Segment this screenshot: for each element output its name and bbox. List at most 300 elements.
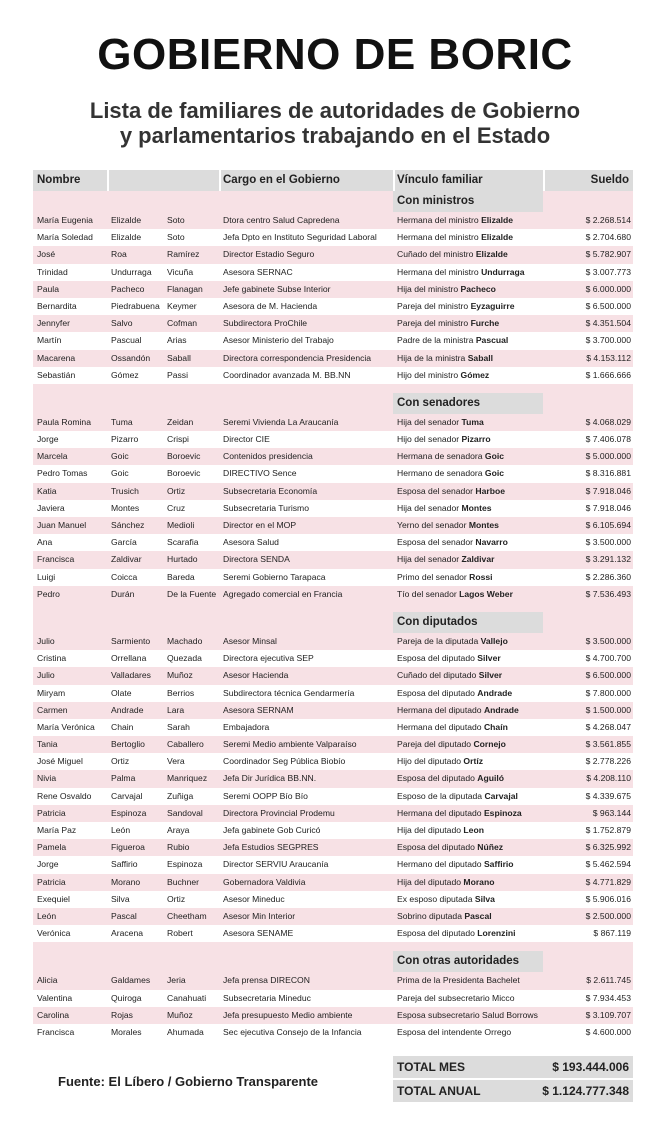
cell-surname-2: Ortiz (167, 485, 186, 496)
table-row (33, 298, 633, 315)
cell-sueldo: $ 5.782.907 (585, 249, 631, 260)
table-row (33, 719, 633, 736)
cell-surname-1: Morales (111, 1026, 142, 1037)
cell-cargo: Jefa Estudios SEGPRES (223, 842, 319, 853)
cell-cargo: Director en el MOP (223, 520, 297, 530)
cell-sueldo: $ 4.600.000 (585, 1026, 631, 1037)
cell-cargo: Gobernadora Valdivia (223, 876, 306, 887)
cell-surname-2: Sarah (167, 721, 190, 732)
cell-surname-1: Elizalde (111, 215, 142, 225)
cell-sueldo: $ 3.700.000 (585, 335, 631, 346)
vinculo-surname: Montes (468, 520, 499, 530)
table-row (33, 822, 633, 839)
vinculo-surname: Goic (484, 451, 505, 462)
vinculo-surname: Chaín (483, 721, 508, 732)
cell-surname-2: Bareda (167, 571, 195, 582)
cell-first-name: Pedro Tomas (37, 468, 88, 479)
subtitle-line-2: y parlamentarios trabajando en el Estado (119, 123, 551, 148)
cell-cargo: Seremi OOPP Bío Bío (223, 790, 308, 801)
cell-surname-2: Manriquez (167, 773, 208, 784)
cell-surname-1: Elizalde (111, 232, 142, 243)
cell-first-name: María Eugenia (37, 215, 93, 225)
cell-surname-1: Morano (111, 876, 141, 887)
cell-sueldo: $ 6.000.000 (585, 283, 631, 294)
cell-first-name: Trinidad (37, 266, 68, 277)
cell-cargo: Asesor Minsal (223, 635, 277, 646)
cell-surname-1: Orrellana (111, 653, 147, 664)
cell-surname-2: Ortiz (167, 893, 186, 904)
cell-cargo: Directora ejecutiva SEP (223, 653, 314, 664)
cell-sueldo: $ 5.906.016 (585, 893, 631, 904)
vinculo-surname: Elizalde (481, 215, 514, 225)
cell-sueldo: $ 1.752.879 (585, 825, 631, 835)
table-row (33, 586, 633, 603)
vinculo-surname: Pizarro (461, 434, 491, 445)
cell-cargo: Director CIE (223, 434, 270, 445)
header-sueldo: Sueldo (590, 174, 629, 186)
cell-surname-2: Boroevic (167, 468, 201, 479)
cell-surname-2: Medioli (167, 520, 195, 530)
cell-first-name: Julio (37, 670, 55, 681)
cell-first-name: Pedro (37, 588, 60, 599)
table-row (33, 770, 633, 787)
cell-first-name: Carolina (37, 1009, 70, 1020)
cell-first-name: Jorge (37, 434, 59, 445)
cell-sueldo: $ 7.918.046 (585, 485, 631, 496)
cell-surname-2: Flanagan (167, 283, 203, 294)
cell-surname-1: Sarmiento (111, 635, 151, 646)
cell-sueldo: $ 3.109.707 (585, 1009, 631, 1020)
vinculo-surname: Núñez (477, 842, 504, 853)
cell-cargo: Asesor Min Interior (223, 910, 296, 921)
cell-sueldo: $ 4.339.675 (585, 790, 631, 801)
vinculo-text: Esposa subsecretario Salud Borrows (397, 1009, 538, 1020)
vinculo-text: Hija del senador (397, 554, 462, 565)
cell-surname-2: Scarafia (167, 537, 199, 548)
cell-sueldo: $ 3.291.132 (585, 554, 631, 565)
table-row (33, 788, 633, 805)
cell-first-name: José (37, 249, 56, 260)
cell-sueldo: $ 4.700.700 (585, 653, 631, 664)
vinculo-text: Esposa del senador (397, 537, 476, 548)
vinculo-text: Hermana del diputado (397, 704, 484, 715)
cell-first-name: Sebastián (37, 369, 76, 380)
cell-surname-1: León (111, 825, 131, 835)
header-cargo: Cargo en el Gobierno (223, 174, 340, 186)
section-spacer (33, 942, 633, 951)
table-row (33, 534, 633, 551)
table-row (33, 1007, 633, 1024)
table-row (33, 350, 633, 367)
cell-sueldo: $ 3.007.773 (585, 266, 631, 277)
cell-cargo: Asesora de M. Hacienda (223, 300, 318, 311)
table-row (33, 839, 633, 856)
cell-sueldo: $ 7.536.493 (585, 588, 631, 599)
table-row (33, 685, 633, 702)
vinculo-surname: Pacheco (460, 283, 496, 294)
section-label: Con otras autoridades (393, 951, 543, 972)
vinculo-surname: Lagos Weber (459, 588, 513, 599)
vinculo-text: Hermana del ministro (397, 232, 482, 243)
vinculo-text: Hijo del senador (397, 434, 462, 445)
cell-surname-2: Rubio (167, 842, 190, 853)
cell-surname-2: Passi (167, 369, 189, 380)
cell-first-name: Cristina (37, 653, 67, 664)
cell-surname-2: Boroevic (167, 451, 201, 462)
cell-surname-2: Quezada (167, 653, 202, 664)
cell-surname-1: Figueroa (111, 842, 145, 853)
table-row (33, 246, 633, 263)
cell-cargo: Contenidos presidencia (223, 451, 313, 462)
cell-surname-2: Ramírez (167, 249, 200, 260)
cell-sueldo: $ 4.208.110 (586, 773, 631, 784)
cell-first-name: Bernardita (37, 300, 77, 311)
table-row (33, 925, 633, 942)
cell-surname-2: Muñoz (167, 670, 193, 681)
cell-cargo: Subsecretaria Economía (223, 485, 318, 496)
cell-first-name: Patricia (37, 807, 66, 818)
header-divider (219, 170, 221, 191)
cell-sueldo: $ 4.068.029 (585, 416, 631, 427)
cell-surname-2: Zuñiga (167, 790, 194, 801)
cell-first-name: Julio (37, 635, 55, 646)
cell-sueldo: $ 6.325.992 (585, 842, 631, 853)
cell-sueldo: $ 3.561.855 (585, 739, 631, 750)
cell-cargo: Asesor Mineduc (223, 893, 285, 904)
cell-cargo: Jefa Dir Jurídica BB.NN. (223, 773, 317, 784)
cell-surname-1: Galdames (111, 975, 151, 986)
header-divider (393, 170, 395, 191)
table-header (33, 170, 633, 191)
subtitle-line-1: Lista de familiares de autoridades de Gobierno (89, 98, 581, 123)
cell-first-name: Exequiel (37, 893, 70, 904)
vinculo-text: Hermano del diputado (397, 859, 484, 870)
cell-surname-1: Pacheco (111, 283, 145, 294)
cell-surname-1: García (111, 537, 137, 548)
vinculo-surname: Andrade (483, 704, 519, 715)
cell-cargo: Subsecretaria Turismo (223, 502, 309, 513)
vinculo-surname: Leon (463, 825, 484, 835)
vinculo-surname: Gómez (460, 369, 490, 380)
vinculo-text: Hija del senador (397, 502, 462, 513)
section-header (33, 393, 633, 414)
cell-first-name: Tania (37, 739, 58, 750)
vinculo-surname: Tuma (461, 416, 484, 427)
cell-sueldo: $ 7.406.078 (585, 434, 631, 445)
vinculo-text: Esposa del intendente Orrego (397, 1026, 512, 1037)
cell-surname-2: De la Fuente (167, 588, 217, 599)
vinculo-text: Esposa del diputado (397, 653, 478, 664)
cell-first-name: Jorge (37, 859, 59, 870)
table-row (33, 908, 633, 925)
cell-first-name: Javiera (37, 502, 65, 513)
table-row (33, 667, 633, 684)
cell-cargo: Subsecretaria Mineduc (223, 992, 311, 1003)
cell-first-name: Valentina (37, 992, 73, 1003)
table-row (33, 367, 633, 384)
cell-first-name: Paula Romina (37, 416, 91, 427)
vinculo-text: Hija del diputado (397, 825, 464, 835)
table-row (33, 281, 633, 298)
vinculo-text: Esposa del diputado (397, 687, 478, 698)
cell-surname-2: Muñoz (167, 1009, 193, 1020)
cell-cargo: Seremi Vivienda La Araucanía (223, 416, 339, 427)
vinculo-surname: Saball (467, 352, 494, 363)
total-annual-value: $ 1.124.777.348 (542, 1084, 629, 1098)
cell-surname-2: Cruz (167, 502, 186, 513)
cell-cargo: Asesora Salud (223, 537, 279, 548)
cell-surname-2: Keymer (167, 300, 197, 311)
vinculo-text: Hijo del diputado (397, 756, 464, 767)
cell-cargo: Asesora SENAME (223, 928, 294, 939)
cell-first-name: Patricia (37, 876, 66, 887)
cell-first-name: María Soledad (37, 232, 93, 243)
table-row (33, 891, 633, 908)
section-spacer (33, 603, 633, 612)
vinculo-text: Hermana del ministro (397, 215, 482, 225)
cell-surname-2: Soto (167, 232, 185, 243)
vinculo-surname: Cornejo (473, 739, 506, 750)
vinculo-text: Hermana del diputado (397, 807, 484, 818)
cell-first-name: Francisca (37, 1026, 75, 1037)
page-title: GOBIERNO DE BORIC (97, 30, 573, 79)
cell-surname-1: Quiroga (111, 992, 142, 1003)
vinculo-surname: Zaldivar (461, 554, 495, 565)
table-row (33, 229, 633, 246)
cell-first-name: Miryam (37, 687, 66, 698)
cell-surname-1: Durán (111, 588, 135, 599)
cell-sueldo: $ 3.500.000 (585, 537, 631, 548)
cell-surname-1: Pizarro (111, 434, 139, 445)
cell-surname-1: Trusich (111, 485, 139, 496)
vinculo-text: Cuñado del ministro (397, 249, 476, 260)
section-header (33, 191, 633, 212)
cell-sueldo: $ 5.000.000 (585, 451, 631, 462)
vinculo-text: Primo del senador (397, 571, 470, 582)
total-annual (393, 1080, 633, 1102)
cell-first-name: María Paz (37, 825, 77, 835)
table-row (33, 736, 633, 753)
cell-surname-1: Goic (111, 451, 129, 462)
table-row (33, 805, 633, 822)
cell-first-name: Jennyfer (37, 318, 70, 329)
cell-cargo: Asesor Ministerio del Trabajo (223, 335, 334, 346)
cell-surname-2: Vicuña (167, 266, 194, 277)
cell-sueldo: $ 6.500.000 (585, 300, 631, 311)
table-row (33, 448, 633, 465)
vinculo-text: Esposa del diputado (397, 928, 478, 939)
cell-surname-2: Espinoza (167, 859, 203, 870)
vinculo-surname: Aguiló (477, 773, 505, 784)
vinculo-surname: Elizalde (475, 249, 508, 260)
cell-sueldo: $ 2.611.745 (586, 975, 631, 986)
cell-cargo: Embajadora (223, 721, 270, 732)
cell-surname-2: Machado (167, 635, 203, 646)
cell-cargo: Subdirectora técnica Gendarmería (223, 687, 355, 698)
table-row (33, 517, 633, 534)
table-row (33, 650, 633, 667)
vinculo-surname: Carvajal (484, 790, 518, 801)
cell-surname-2: Zeidan (167, 416, 194, 427)
cell-sueldo: $ 963.144 (592, 807, 631, 818)
cell-surname-1: Rojas (111, 1009, 133, 1020)
family-table (33, 170, 633, 1041)
cell-sueldo: $ 6.105.694 (585, 520, 631, 530)
cell-surname-1: Saffirio (111, 859, 138, 870)
cell-surname-1: Coicca (111, 571, 138, 582)
cell-first-name: Alicia (37, 975, 58, 986)
cell-surname-2: Lara (167, 704, 185, 715)
vinculo-text: Pareja del ministro (397, 318, 471, 329)
cell-surname-2: Soto (167, 215, 185, 225)
cell-cargo: Jefa Dpto en Instituto Seguridad Laboral (223, 232, 377, 243)
cell-cargo: Agregado comercial en Francia (223, 588, 343, 599)
table-row (33, 414, 633, 431)
cell-cargo: Director Estadio Seguro (223, 249, 315, 260)
table-row (33, 569, 633, 586)
cell-surname-2: Crispi (167, 434, 189, 445)
cell-first-name: Pamela (37, 842, 67, 853)
cell-sueldo: $ 4.268.047 (585, 721, 631, 732)
cell-surname-2: Arias (167, 335, 187, 346)
cell-surname-1: Andrade (111, 704, 144, 715)
cell-cargo: Directora SENDA (223, 554, 290, 565)
cell-sueldo: $ 7.800.000 (585, 687, 631, 698)
cell-first-name: Martín (37, 335, 62, 346)
cell-first-name: Ana (37, 537, 53, 548)
cell-surname-1: Undurraga (111, 266, 152, 277)
cell-surname-2: Cheetham (167, 910, 207, 921)
vinculo-surname: Ortíz (463, 756, 483, 767)
vinculo-text: Esposa del diputado (397, 773, 478, 784)
vinculo-text: Hija del ministro (397, 283, 461, 294)
cell-cargo: Seremi Medio ambiente Valparaíso (223, 739, 357, 750)
table-row (33, 633, 633, 650)
table-row (33, 332, 633, 349)
vinculo-surname: Silva (474, 893, 495, 904)
vinculo-surname: Espinoza (483, 807, 522, 818)
table-row (33, 702, 633, 719)
vinculo-text: Hermana de senadora (397, 451, 485, 462)
vinculo-surname: Vallejo (480, 635, 508, 646)
section-spacer (33, 384, 633, 393)
vinculo-surname: Goic (484, 468, 505, 479)
cell-cargo: Jefe gabinete Subse Interior (223, 283, 331, 294)
vinculo-text: Padre de la ministra (397, 335, 476, 346)
vinculo-surname: Lorenzini (477, 928, 516, 939)
cell-cargo: Directora correspondencia Presidencia (223, 352, 372, 363)
vinculo-text: Esposa del diputado (397, 842, 478, 853)
vinculo-text: Prima de la Presidenta Bachelet (397, 975, 520, 986)
cell-first-name: Juan Manuel (37, 520, 87, 530)
vinculo-surname: Rossi (469, 571, 493, 582)
cell-cargo: Coordinador avanzada M. BB.NN (223, 369, 351, 380)
cell-sueldo: $ 7.918.046 (585, 502, 631, 513)
cell-surname-1: Pascual (111, 335, 142, 346)
cell-cargo: DIRECTIVO Sence (223, 468, 297, 479)
source-footer: Fuente: El Líbero / Gobierno Transparente (58, 1074, 319, 1089)
vinculo-surname: Morano (463, 876, 495, 887)
vinculo-surname: Andrade (477, 687, 513, 698)
vinculo-surname: Silver (478, 670, 503, 681)
cell-first-name: Carmen (37, 704, 68, 715)
vinculo-text: Cuñado del diputado (397, 670, 479, 681)
vinculo-text: Hermano de senadora (397, 468, 485, 479)
table-row (33, 500, 633, 517)
cell-surname-2: Vera (167, 756, 185, 767)
table-row (33, 753, 633, 770)
vinculo-surname: Pascual (475, 335, 509, 346)
total-month-value: $ 193.444.006 (552, 1060, 629, 1074)
cell-first-name: José Miguel (37, 756, 83, 767)
section-header (33, 612, 633, 633)
vinculo-text: Hija del diputado (397, 876, 464, 887)
cell-cargo: Seremi Gobierno Tarapaca (223, 571, 326, 582)
cell-surname-2: Robert (167, 928, 193, 939)
cell-surname-1: Piedrabuena (111, 300, 160, 311)
cell-surname-1: Goic (111, 468, 129, 479)
table-row (33, 431, 633, 448)
cell-first-name: Paula (37, 283, 59, 294)
header-divider (543, 170, 545, 191)
table-row (33, 551, 633, 568)
cell-sueldo: $ 2.704.680 (585, 232, 631, 243)
cell-surname-1: Valladares (111, 670, 151, 681)
cell-surname-2: Berrios (167, 687, 195, 698)
vinculo-text: Ex esposo diputada (397, 893, 475, 904)
table-row (33, 264, 633, 281)
cell-cargo: Dtora centro Salud Capredena (223, 215, 340, 225)
vinculo-surname: Furche (470, 318, 500, 329)
cell-cargo: Coordinador Seg Pública Biobío (223, 756, 346, 767)
vinculo-text: Hija del senador (397, 416, 462, 427)
cell-first-name: Verónica (37, 928, 71, 939)
cell-cargo: Jefa presupuesto Medio ambiente (223, 1009, 353, 1020)
cell-surname-1: Pascal (111, 910, 137, 921)
cell-first-name: Marcela (37, 451, 68, 462)
vinculo-text: Esposa del senador (397, 485, 476, 496)
total-month (393, 1056, 633, 1078)
cell-sueldo: $ 5.462.594 (585, 859, 631, 870)
cell-sueldo: $ 8.316.881 (585, 468, 631, 479)
cell-first-name: Nivia (37, 773, 57, 784)
table-row (33, 874, 633, 891)
cell-surname-2: Ahumada (167, 1026, 204, 1037)
cell-sueldo: $ 7.934.453 (585, 992, 631, 1003)
total-month-label: TOTAL MES (397, 1060, 466, 1074)
page-subtitle (0, 98, 670, 148)
cell-surname-2: Caballero (167, 739, 204, 750)
cell-cargo: Director SERVIU Araucanía (223, 859, 329, 870)
vinculo-text: Hija de la ministra (397, 352, 468, 363)
cell-surname-1: Montes (111, 502, 140, 513)
vinculo-text: Pareja de la diputada (397, 635, 481, 646)
cell-cargo: Jefa prensa DIRECON (223, 975, 310, 986)
header-divider (107, 170, 109, 191)
cell-surname-2: Jeria (167, 975, 186, 986)
cell-sueldo: $ 867.119 (593, 928, 631, 939)
cell-surname-1: Gómez (111, 369, 139, 380)
vinculo-text: Pareja del subsecretario Micco (397, 992, 515, 1003)
cell-first-name: Rene Osvaldo (37, 790, 92, 801)
cell-cargo: Asesora SERNAM (223, 704, 294, 715)
cell-cargo: Directora Provincial Prodemu (223, 807, 335, 818)
cell-cargo: Asesor Hacienda (223, 670, 289, 681)
cell-surname-2: Sandoval (167, 807, 203, 818)
header-vinculo: Vínculo familiar (397, 174, 483, 186)
vinculo-text: Esposo de la diputada (397, 790, 485, 801)
cell-sueldo: $ 2.500.000 (585, 910, 631, 921)
